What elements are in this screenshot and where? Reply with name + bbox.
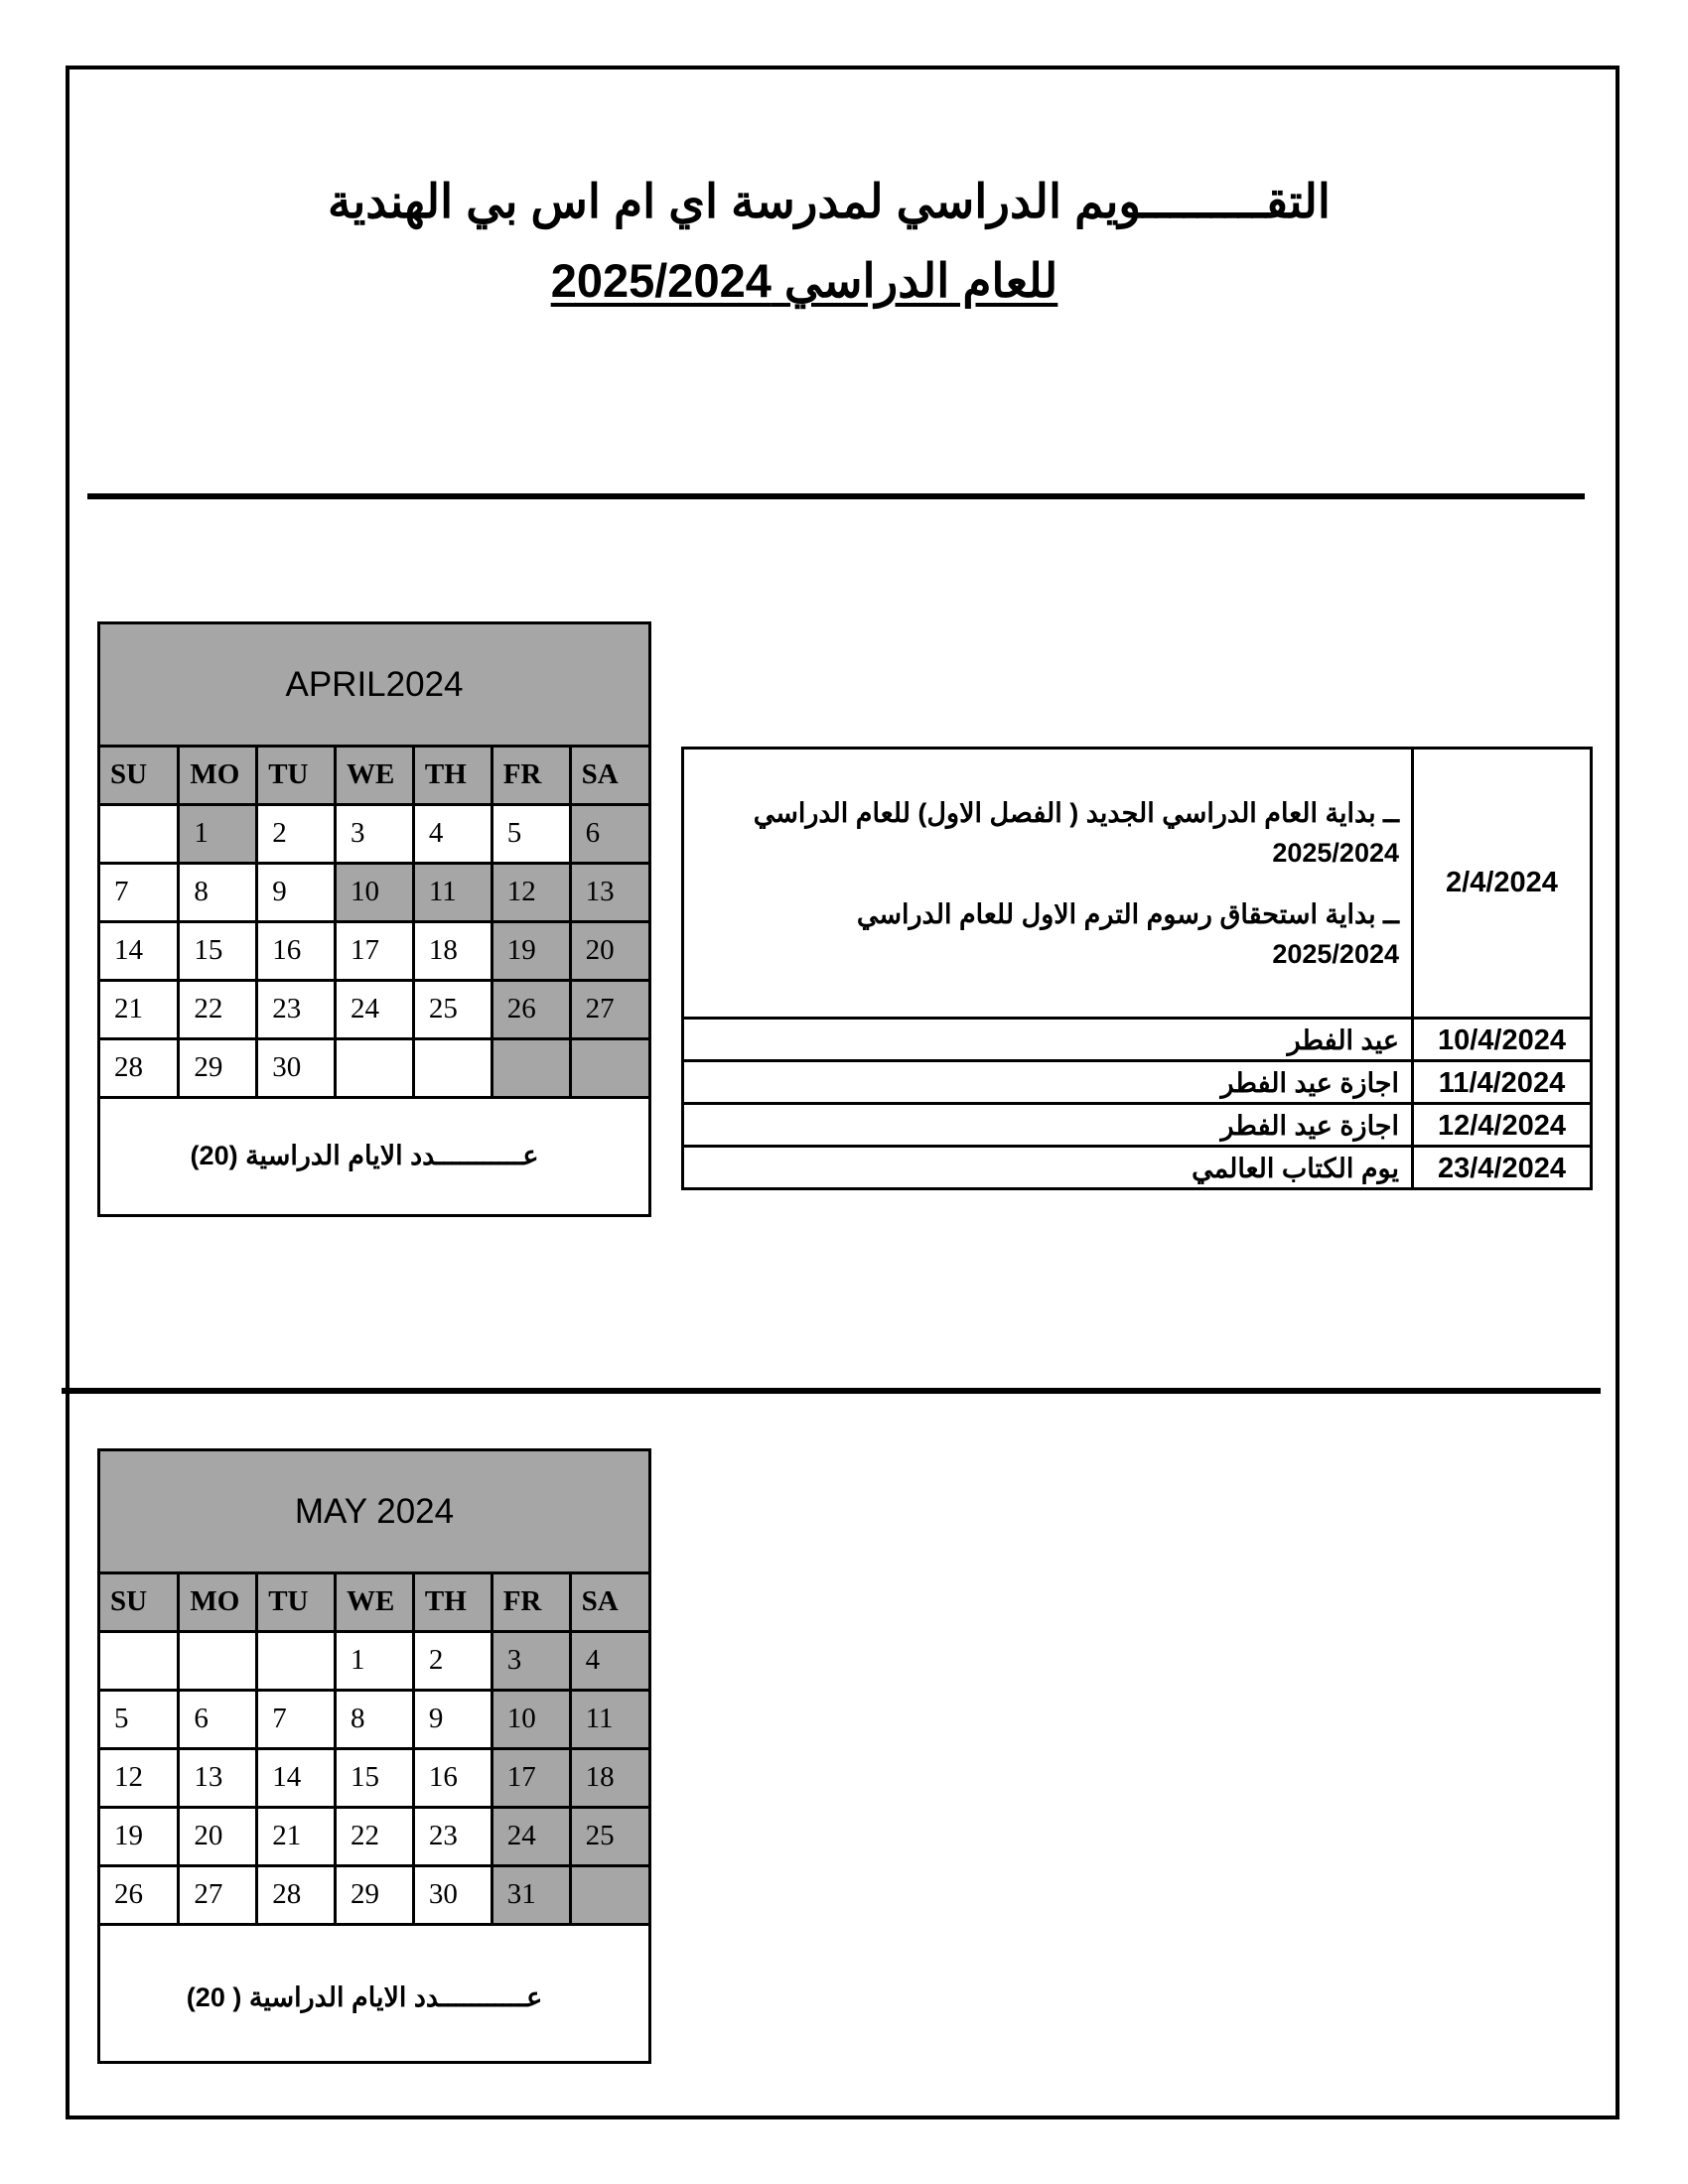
school-days-count: عـــــــــــدد الايام الدراسية (20): [190, 1140, 539, 1170]
day-cell: 3: [336, 804, 414, 863]
day-cell: 31: [492, 1865, 570, 1924]
event-row: [683, 1019, 1592, 1061]
event-date: 12/4/2024: [1413, 1104, 1592, 1147]
weekday-mo: MO: [179, 1574, 257, 1631]
day-cell: 22: [179, 980, 257, 1038]
weekday-tu: TU: [257, 748, 336, 804]
calendar-grid: [100, 748, 648, 1099]
day-cell: 15: [336, 1748, 414, 1807]
day-cell: 13: [179, 1748, 257, 1807]
event-row: [683, 1147, 1592, 1189]
day-cell: 26: [492, 980, 570, 1038]
day-cell: 13: [570, 863, 648, 921]
day-cell: 25: [413, 980, 492, 1038]
weekday-fr: FR: [492, 1574, 570, 1631]
day-cell: 4: [570, 1631, 648, 1690]
day-cell: 10: [492, 1690, 570, 1748]
day-cell: 15: [179, 921, 257, 980]
weekday-th: TH: [413, 748, 492, 804]
day-cell: 1: [336, 1631, 414, 1690]
event-date: 10/4/2024: [1413, 1019, 1592, 1061]
day-cell: 20: [179, 1807, 257, 1865]
day-cell: [100, 1631, 179, 1690]
day-cell: [570, 1865, 648, 1924]
event-description: [683, 749, 1413, 1019]
event-line: ــ بداية العام الدراسي الجديد ( الفصل الاول) للعام الدراسي: [753, 797, 1399, 828]
day-cell: 6: [179, 1690, 257, 1748]
day-cell: 30: [257, 1038, 336, 1097]
calendar-april: [97, 621, 651, 1217]
day-cell: 12: [100, 1748, 179, 1807]
day-cell: 20: [570, 921, 648, 980]
day-cell: 23: [257, 980, 336, 1038]
weekday-su: SU: [100, 748, 179, 804]
day-cell: [100, 804, 179, 863]
day-cell: 2: [257, 804, 336, 863]
day-cell: 7: [100, 863, 179, 921]
event-description: عيد الفطر: [683, 1019, 1413, 1061]
day-cell: 21: [100, 980, 179, 1038]
event-date: 23/4/2024: [1413, 1147, 1592, 1189]
weekday-th: TH: [413, 1574, 492, 1631]
day-cell: [257, 1631, 336, 1690]
page-subtitle: للعام الدراسي 2025/2024: [550, 254, 1058, 307]
week-row: [100, 1038, 648, 1097]
day-cell: 3: [492, 1631, 570, 1690]
day-cell: 23: [413, 1807, 492, 1865]
day-cell: 12: [492, 863, 570, 921]
week-row: [100, 1748, 648, 1807]
event-date: 2/4/2024: [1413, 749, 1592, 1019]
weekday-sa: SA: [570, 1574, 648, 1631]
weekday-header-row: [100, 748, 648, 804]
event-row: [683, 749, 1592, 1019]
event-row: [683, 1061, 1592, 1104]
week-row: [100, 863, 648, 921]
event-description: اجازة عيد الفطر: [683, 1104, 1413, 1147]
event-line: ــ بداية استحقاق رسوم الترم الاول للعام الدراسي: [856, 898, 1399, 929]
weekday-header-row: [100, 1574, 648, 1631]
day-cell: 27: [570, 980, 648, 1038]
event-description: يوم الكتاب العالمي: [683, 1147, 1413, 1189]
day-cell: 19: [492, 921, 570, 980]
day-cell: 5: [492, 804, 570, 863]
weekday-sa: SA: [570, 748, 648, 804]
events-table: [681, 747, 1593, 1190]
day-cell: 27: [179, 1865, 257, 1924]
day-cell: 18: [413, 921, 492, 980]
weekday-we: WE: [336, 748, 414, 804]
week-row: [100, 921, 648, 980]
day-cell: 9: [413, 1690, 492, 1748]
day-cell: 2: [413, 1631, 492, 1690]
day-cell: 14: [257, 1748, 336, 1807]
school-days-count: عـــــــــــدد الايام الدراسية ( 20): [186, 1981, 543, 2012]
day-cell: 6: [570, 804, 648, 863]
day-cell: 9: [257, 863, 336, 921]
weekday-su: SU: [100, 1574, 179, 1631]
day-cell: [336, 1038, 414, 1097]
day-cell: 22: [336, 1807, 414, 1865]
day-cell: 16: [257, 921, 336, 980]
day-cell: [492, 1038, 570, 1097]
day-cell: 11: [413, 863, 492, 921]
divider-middle: [62, 1388, 1601, 1394]
calendar-may: [97, 1448, 651, 2064]
day-cell: 7: [257, 1690, 336, 1748]
calendar-grid: [100, 1574, 648, 1926]
day-cell: [179, 1631, 257, 1690]
event-line: 2025/2024: [1272, 938, 1399, 969]
day-cell: 8: [179, 863, 257, 921]
weekday-tu: TU: [257, 1574, 336, 1631]
event-row: [683, 1104, 1592, 1147]
day-cell: 24: [336, 980, 414, 1038]
day-cell: 19: [100, 1807, 179, 1865]
day-cell: 1: [179, 804, 257, 863]
week-row: [100, 1807, 648, 1865]
day-cell: 16: [413, 1748, 492, 1807]
weekday-mo: MO: [179, 748, 257, 804]
day-cell: 17: [492, 1748, 570, 1807]
week-row: [100, 1690, 648, 1748]
week-row: [100, 804, 648, 863]
day-cell: 18: [570, 1748, 648, 1807]
weekday-fr: FR: [492, 748, 570, 804]
week-row: [100, 1865, 648, 1924]
day-cell: 24: [492, 1807, 570, 1865]
event-description: اجازة عيد الفطر: [683, 1061, 1413, 1104]
day-cell: 8: [336, 1690, 414, 1748]
day-cell: 28: [257, 1865, 336, 1924]
page-title: التقـــــــــويم الدراسي لمدرسة اي ام اس بي الهندية: [328, 175, 1331, 227]
day-cell: [570, 1038, 648, 1097]
day-cell: 25: [570, 1807, 648, 1865]
week-row: [100, 1631, 648, 1690]
day-cell: 11: [570, 1690, 648, 1748]
day-cell: 28: [100, 1038, 179, 1097]
day-cell: [413, 1038, 492, 1097]
day-cell: 5: [100, 1690, 179, 1748]
day-cell: 17: [336, 921, 414, 980]
day-cell: 4: [413, 804, 492, 863]
event-line: 2025/2024: [1272, 837, 1399, 868]
day-cell: 29: [179, 1038, 257, 1097]
divider-top: [87, 493, 1585, 499]
weekday-we: WE: [336, 1574, 414, 1631]
calendar-month-heading: APRIL2024: [100, 624, 648, 748]
day-cell: 29: [336, 1865, 414, 1924]
day-cell: 21: [257, 1807, 336, 1865]
calendar-month-heading: MAY 2024: [100, 1451, 648, 1574]
day-cell: 26: [100, 1865, 179, 1924]
day-cell: 14: [100, 921, 179, 980]
day-cell: 30: [413, 1865, 492, 1924]
day-cell: 10: [336, 863, 414, 921]
week-row: [100, 980, 648, 1038]
event-date: 11/4/2024: [1413, 1061, 1592, 1104]
